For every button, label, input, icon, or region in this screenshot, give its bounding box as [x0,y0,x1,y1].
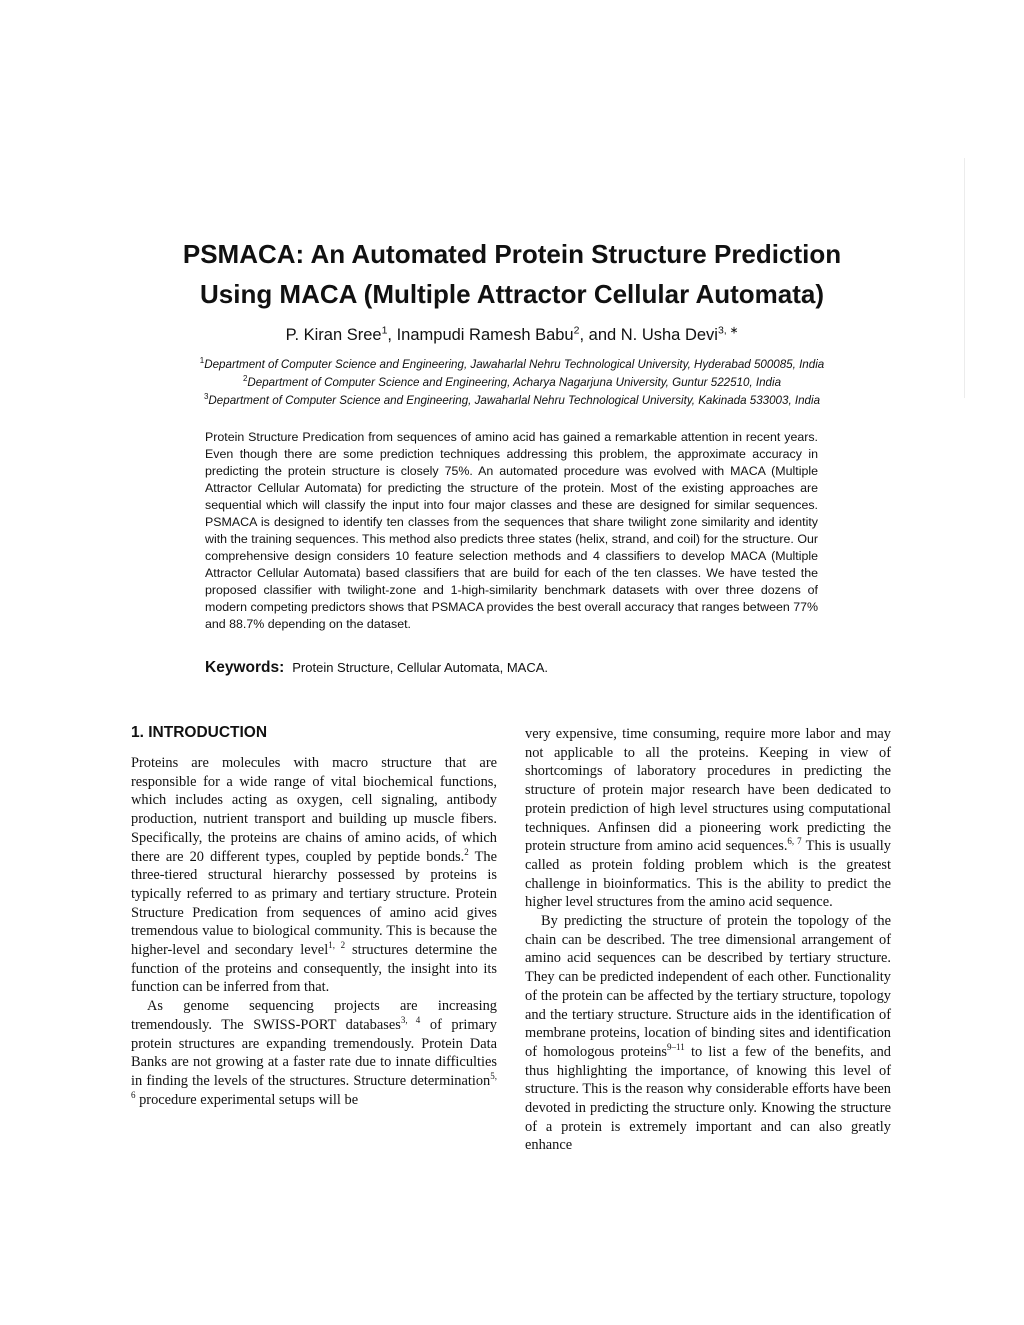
affiliations [0,356,1024,410]
citation-5-6: 5, 6 [131,1071,497,1100]
intro-p3-text-a: very expensive, time consuming, require more labor and may not applicable to all the proteins. Keeping in view of shortcomings of laboratory procedures in predicting the structure of protein major research have been dedicated to protein prediction of high level structures using computational techniques. Anfinsen did a pioneering work predicting the protein structure from amino acid sequences. [525,726,891,855]
intro-p3-text-b: This is usually called as protein folding problem which is the greatest challenge in bioinformatics. This is the ability to predict the higher level structures from the amino acid sequence. [525,838,891,911]
author-2: , Inampudi Ramesh Babu [387,326,574,344]
intro-p2-text-c: procedure experimental setups will be [135,1091,359,1108]
intro-paragraph-1 [131,754,497,997]
affiliation-2-text: Department of Computer Science and Engineering, Acharya Nagarjuna University, Guntur 522510, India [247,376,782,389]
intro-paragraph-3 [525,725,891,912]
citation-6-7: 6, 7 [787,836,802,847]
section-heading-introduction: 1. INTRODUCTION [131,724,268,741]
title-line-2: Using MACA (Multiple Attractor Cellular Automata) [199,279,824,309]
left-column [131,722,497,1109]
affiliation-2 [0,374,1024,392]
intro-p1-text-c: structures determine the function of the proteins and consequently, the insight into its function can be inferred from that. [131,942,498,996]
citation-3-4: 3, 4 [400,1015,421,1026]
keywords-label: Keywords: [205,659,285,676]
intro-p1-text-a: Proteins are molecules with macro structure that are responsible for a wide range of vital biochemical functions, which includes acting as oxygen, cell signaling, antibody production, nutrient transport and building up muscle fibers. Specifically, the proteins are chains of amino acids, of which there are 20 different types, coupled by peptide bonds. [131,755,497,865]
author-2-affiliation-mark: 2 [573,324,580,337]
affiliation-1-mark: 1 [199,356,205,366]
title-line-1: PSMACA: An Automated Protein Structure Prediction [182,239,842,269]
citation-9-11: 9–11 [667,1042,685,1053]
affiliation-3 [0,392,1024,410]
intro-p1-text-b: The three-tiered structural hierarchy possessed by proteins is typically referred to as primary and tertiary structure. Protein Structure Predication from sequences of amino acid gives tremendous value to biological community. This is because the higher-level and secondary level [131,848,498,959]
intro-paragraph-4 [525,912,891,1155]
right-column [525,725,891,1155]
paper-title [0,234,1024,314]
author-list [0,323,1024,347]
citation-2: 2 [464,846,469,857]
author-3-affiliation-mark: 3, ∗ [717,324,739,337]
intro-p4-text-b: to list a few of the benefits, and thus highlighting the importance, of knowing this level of structure. This is the reason why considerable efforts have been devoted in predicting the structure only. Knowing the structure of a protein is extremely important and can also greatly enhance [525,1043,891,1154]
affiliation-2-mark: 2 [242,374,248,384]
intro-p2-text-a: As genome sequencing projects are increasing tremendously. The SWISS-PORT databases [131,998,497,1033]
keywords-list: Protein Structure, Cellular Automata, MACA. [292,660,549,675]
citation-1-2: 1, 2 [328,940,346,951]
author-1-affiliation-mark: 1 [381,324,388,337]
scan-edge-divider [964,158,965,398]
author-1: P. Kiran Sree [285,326,382,344]
intro-p2-text-b: of primary protein structures are expanding tremendously. Protein Data Banks are not growing at a faster rate due to innate difficulties in finding the levels of the structures. Structure determination [131,1016,497,1089]
abstract: Protein Structure Predication from sequences of amino acid has gained a remarkable attention in recent years. Even though there are some prediction techniques addressing this problem, the approximate accuracy in predicting the protein structure is closely 75%. An automated procedure was evolved with MACA (Multiple Attractor Cellular Automata) for predicting the structure of the protein. Most of the existing approaches are sequential which will classify the input into four major classes and these are designed for similar sequences. PSMACA is designed to identify ten classes from the sequences that share twilight zone similarity and identity with the training sequences. This method also predicts three states (helix, strand, and coil) for the structure. Our comprehensive design considers 10 feature selection methods and 4 classifiers to develop MACA (Multiple Attractor Cellular Automata) based classifiers that are build for each of the ten classes. We have tested the proposed classifier with twilight-zone and 1-high-similarity benchmark datasets with over three dozens of modern competing predictors shows that PSMACA provides the best overall accuracy that ranges between 77% and 88.7% depending on the dataset. [205,430,818,631]
affiliation-3-text: Department of Computer Science and Engineering, Jawaharlal Nehru Technological University, Kakinada 533003, India [208,394,821,407]
affiliation-1-text: Department of Computer Science and Engineering, Jawaharlal Nehru Technological University, Hyderabad 500085, India [204,358,825,371]
intro-paragraph-2 [131,997,497,1109]
affiliation-1 [0,356,1024,374]
author-3: , and N. Usha Devi [579,326,718,344]
intro-p4-text-a: By predicting the structure of protein the topology of the chain can be described. The tree dimensional arrangement of amino acid sequences can be described by tertiary structure. They can be predicted independent of each other. Functionality of the protein can be affected by the tertiary structure, topology and the tertiary structure. Structure aids in the identification of membrane proteins, location of binding sites and identification of homologous proteins [525,913,891,1060]
affiliation-3-mark: 3 [203,392,209,402]
keywords [205,657,818,679]
